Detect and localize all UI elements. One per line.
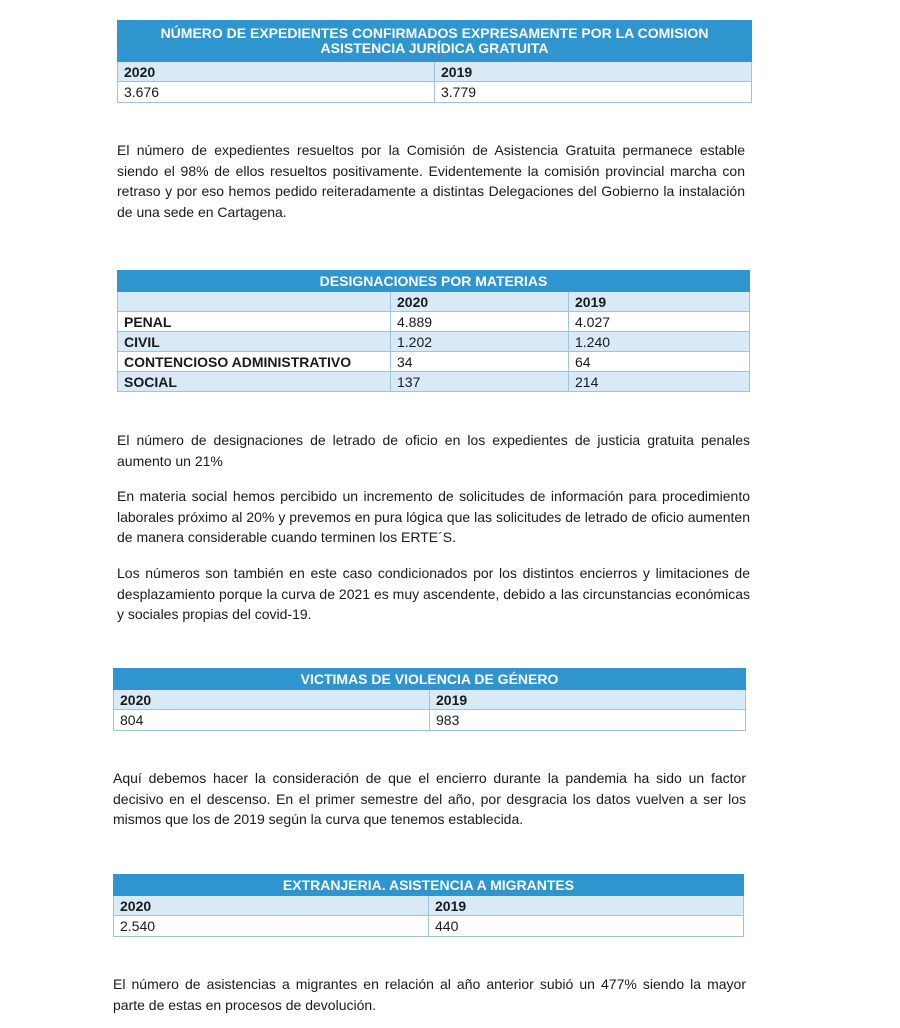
table-expedientes-confirmados [117,20,752,103]
paragraph-encierro: Aquí debemos hacer la consideración de que el encierro durante la pandemia ha sido un factor decisivo en el descenso. En el primer semestre del año, por desgracia los datos vuelven a ser los mismos que los de 2019 según la curva que tenemos establecida. [113,770,746,827]
row-value-2020: 137 [391,372,569,392]
row-label: CIVIL [118,332,391,352]
paragraph-covid: Los números son también en este caso condicionados por los distintos encierros y limitaciones de desplazamiento porque la curva de 2021 es muy ascendente, debido a las circunstancias económicas y sociales propias del covid-19. [117,565,750,622]
row-value-2019: 64 [569,352,750,372]
paragraph-designaciones: El número de designaciones de letrado de oficio en los expedientes de justicia gratuita penales aumento un 21% [117,432,750,469]
column-header-2019: 2019 [429,896,744,916]
table-row [118,332,750,352]
row-value-2019: 4.027 [569,312,750,332]
column-header-2020: 2020 [118,62,435,82]
table-title: NÚMERO DE EXPEDIENTES CONFIRMADOS EXPRESAMENTE POR LA COMISION ASISTENCIA JURÍDICA GRATUITA [118,21,752,62]
table-title: VICTIMAS DE VIOLENCIA DE GÉNERO [114,669,746,690]
row-value-2020: 34 [391,352,569,372]
paragraph-comision: El número de expedientes resueltos por la Comisión de Asistencia Gratuita permanece estable siendo el 98% de ellos resueltos positivamente. Evidentemente la comisión provincial marcha con retraso y por eso hemos pedido reiteradamente a distintas Delegaciones del Gobierno la instalación de una sede en Cartagena. [117,142,745,220]
column-header-2020: 2020 [114,896,429,916]
table-title: DESIGNACIONES POR MATERIAS [118,271,750,292]
value-2019: 983 [430,710,746,731]
row-label: PENAL [118,312,391,332]
row-label: SOCIAL [118,372,391,392]
table-victimas-violencia [113,668,746,731]
table-title: EXTRANJERIA. ASISTENCIA A MIGRANTES [114,875,744,896]
table-row [118,312,750,332]
column-header-2019: 2019 [569,292,750,312]
row-value-2020: 4.889 [391,312,569,332]
paragraph-migrantes: El número de asistencias a migrantes en relación al año anterior subió un 477% siendo la mayor parte de estas en procesos de devolución. [113,976,746,1013]
column-header-2020: 2020 [114,690,430,710]
column-header-2019: 2019 [435,62,752,82]
value-2019: 3.779 [435,82,752,103]
value-2020: 804 [114,710,430,731]
value-2019: 440 [429,916,744,937]
value-2020: 3.676 [118,82,435,103]
row-value-2020: 1.202 [391,332,569,352]
table-row [118,352,750,372]
column-header-materia [118,292,391,312]
row-label: CONTENCIOSO ADMINISTRATIVO [118,352,391,372]
table-designaciones-materias [117,270,750,392]
row-value-2019: 1.240 [569,332,750,352]
paragraph-materia-social: En materia social hemos percibido un incremento de solicitudes de información para procedimiento laborales próximo al 20% y prevemos en pura lógica que las solicitudes de letrado de oficio aumenten de manera considerable cuando terminen los ERTE´S. [117,488,750,545]
row-value-2019: 214 [569,372,750,392]
table-row [118,372,750,392]
column-header-2020: 2020 [391,292,569,312]
value-2020: 2.540 [114,916,429,937]
column-header-2019: 2019 [430,690,746,710]
table-extranjeria-migrantes [113,874,744,937]
